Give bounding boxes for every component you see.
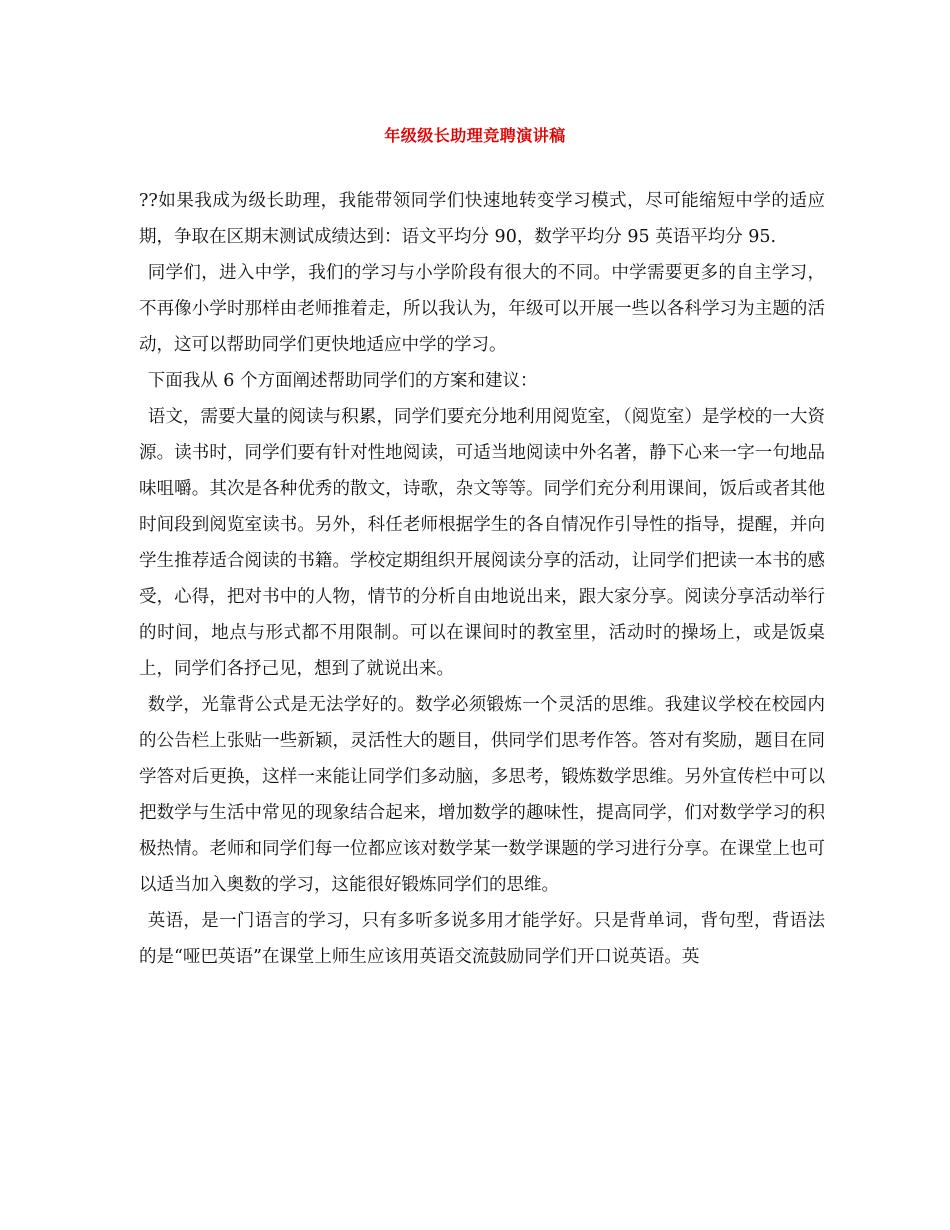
paragraph-chinese: 语文，需要大量的阅读与积累，同学们要充分地利用阅览室，（阅览室）是学校的一大资源。读书时，同学们要有针对性地阅读，可适当地阅读中外名著，静下心来一字一句地品味咀嚼。其次是各种优秀的散文，诗歌，杂文等等。同学们充分利用课间，饭后或者其他时间段到阅览室读书。另外，科任老师根据学生的各自情况作引导性的指导，提醒，并向学生推荐适合阅读的书籍。学校定期组织开展阅读分享的活动，让同学们把读一本书的感受，心得，把对书中的人物，情节的分析自由地说出来，跟大家分享。阅读分享活动举行的时间，地点与形式都不用限制。可以在课间时的教室里，活动时的操场上，或是饭桌上，同学们各抒己见，想到了就说出来。: [139, 407, 825, 679]
paragraph-english: 英语，是一门语言的学习，只有多听多说多用才能学好。只是背单词，背句型，背语法的是“哑巴英语”在课堂上师生应该用英语交流鼓励同学们开口说英语。英: [139, 911, 825, 967]
paragraph-math: 数学，光靠背公式是无法学好的。数学必须锻炼一个灵活的思维。我建议学校在校园内的公告栏上张贴一些新颖，灵活性大的题目，供同学们思考作答。答对有奖励，题目在同学答对后更换，这样一来能让同学们多动脑，多思考，锻炼数学思维。另外宣传栏中可以把数学与生活中常见的现象结合起来，增加数学的趣味性，提高同学，们对数学学习的积极热情。老师和同学们每一位都应该对数学某一数学课题的学习进行分享。在课堂上也可以适当加入奥数的学习，这能很好锻炼同学们的思维。: [139, 695, 825, 895]
document-title: 年级级长助理竞聘演讲稿: [384, 126, 566, 145]
paragraph-goals: ??如果我成为级长助理，我能带领同学们快速地转变学习模式，尽可能缩短中学的适应期，争取在区期末测试成绩达到：语文平均分 90，数学平均分 95 英语平均分 95.: [139, 191, 825, 247]
paragraph-overview: 下面我从 6 个方面阐述帮助同学们的方案和建议：: [147, 371, 538, 391]
paragraph-intro: 同学们，进入中学，我们的学习与小学阶段有很大的不同。中学需要更多的自主学习，不再像小学时那样由老师推着走，所以我认为，年级可以开展一些以各科学习为主题的活动，这可以帮助同学们更快地适应中学的学习。: [139, 263, 825, 355]
document-body: [139, 183, 825, 975]
